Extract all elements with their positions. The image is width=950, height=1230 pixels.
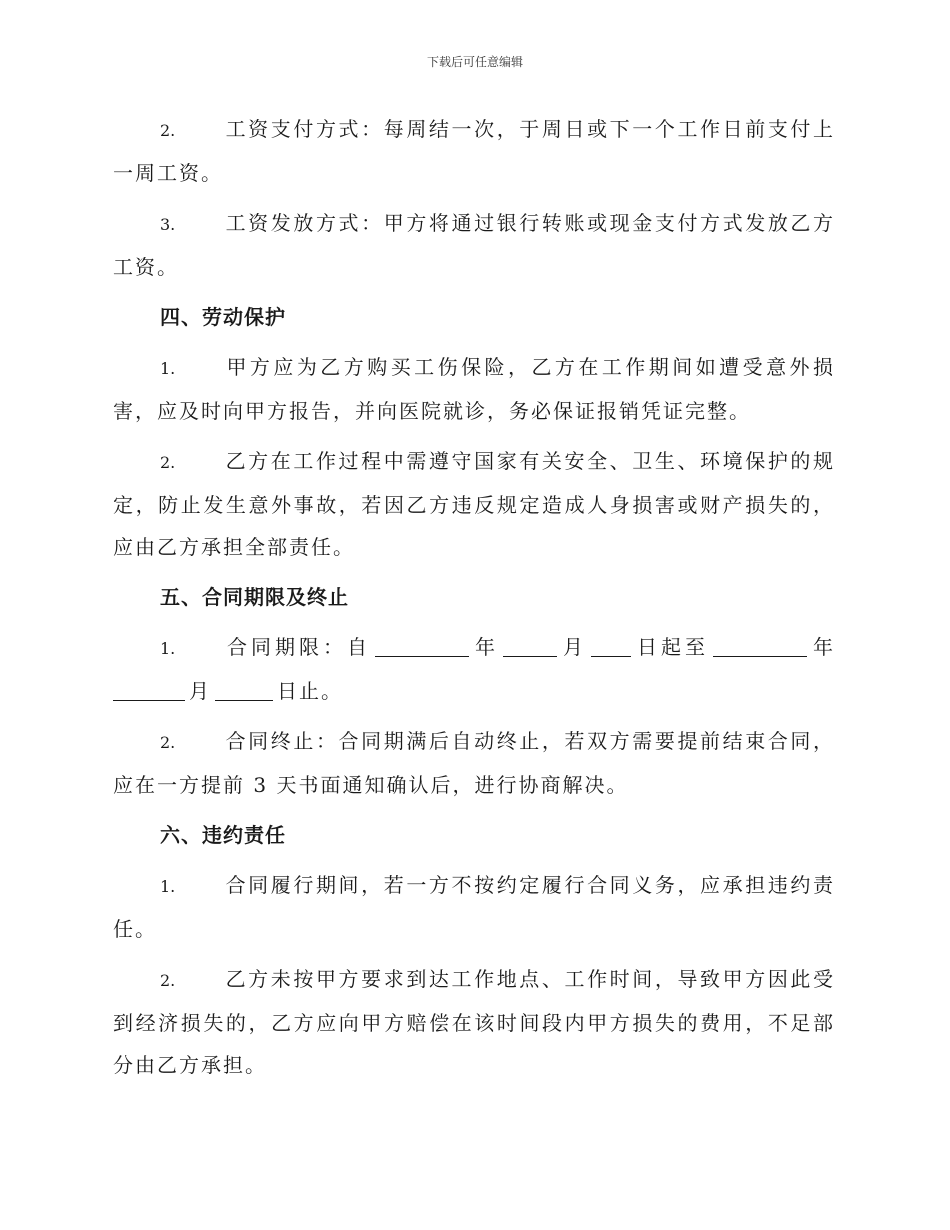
term-end-day-label: 日止。 — [277, 679, 343, 703]
clause-breach — [113, 864, 835, 950]
clause-number: 2. — [160, 971, 176, 990]
clause-number: 3. — [160, 215, 176, 234]
section-heading-contract-term: 五、合同期限及终止 — [160, 585, 349, 609]
start-day-blank[interactable] — [591, 634, 631, 657]
clause-contract-termination — [113, 720, 835, 806]
term-month-label: 月 — [561, 635, 587, 659]
term-day-label: 日起至 — [635, 635, 709, 659]
term-label: 合同期限：自 — [225, 635, 371, 659]
page-header: 下载后可任意编辑 — [426, 55, 523, 69]
clause-text: 乙方在工作过程中需遵守国家有关安全、卫生、环境保护的规定，防止发生意外事故，若因乙方违反规定造成人身损害或财产损失的，应由乙方承担全部责任。 — [113, 449, 835, 559]
section-heading-breach-liability: 六、违约责任 — [160, 823, 286, 847]
clause-safety-rules — [113, 440, 835, 568]
clause-wage-payment — [113, 108, 835, 194]
term-end-month-label: 月 — [189, 679, 211, 703]
start-month-blank[interactable] — [503, 634, 557, 657]
clause-number: 2. — [160, 453, 176, 472]
end-month-blank[interactable] — [113, 678, 185, 701]
clause-text: 工资发放方式：甲方将通过银行转账或现金支付方式发放乙方工资。 — [113, 211, 835, 279]
clause-injury-insurance — [113, 346, 835, 432]
term-end-year-label: 年 — [811, 635, 835, 659]
clause-text: 甲方应为乙方购买工伤保险，乙方在工作期间如遭受意外损害，应及时向甲方报告，并向医院就诊，务必保证报销凭证完整。 — [113, 355, 835, 423]
end-day-blank[interactable] — [215, 678, 273, 701]
section-heading-labor-protection: 四、劳动保护 — [160, 305, 286, 329]
clause-text: 乙方未按甲方要求到达工作地点、工作时间，导致甲方因此受到经济损失的，乙方应向甲方赔偿在该时间段内甲方损失的费用，不足部分由乙方承担。 — [113, 967, 835, 1077]
document-body — [113, 108, 835, 1094]
term-year-label: 年 — [473, 635, 499, 659]
clause-number: 2. — [160, 121, 176, 140]
clause-text: 合同履行期间，若一方不按约定履行合同义务，应承担违约责任。 — [113, 873, 835, 941]
end-year-blank[interactable] — [713, 634, 807, 657]
clause-number: 1. — [160, 639, 176, 658]
clause-number: 1. — [160, 359, 176, 378]
clause-compensation — [113, 958, 835, 1086]
clause-wage-distribution — [113, 202, 835, 288]
clause-text: 合同终止：合同期满后自动终止，若双方需要提前结束合同，应在一方提前 3 天书面通知确认后，进行协商解决。 — [113, 729, 835, 797]
clause-number: 2. — [160, 733, 176, 752]
clause-text: 工资支付方式：每周结一次，于周日或下一个工作日前支付上一周工资。 — [113, 117, 835, 185]
clause-number: 1. — [160, 877, 176, 896]
clause-contract-term — [113, 626, 835, 712]
start-year-blank[interactable] — [375, 634, 469, 657]
